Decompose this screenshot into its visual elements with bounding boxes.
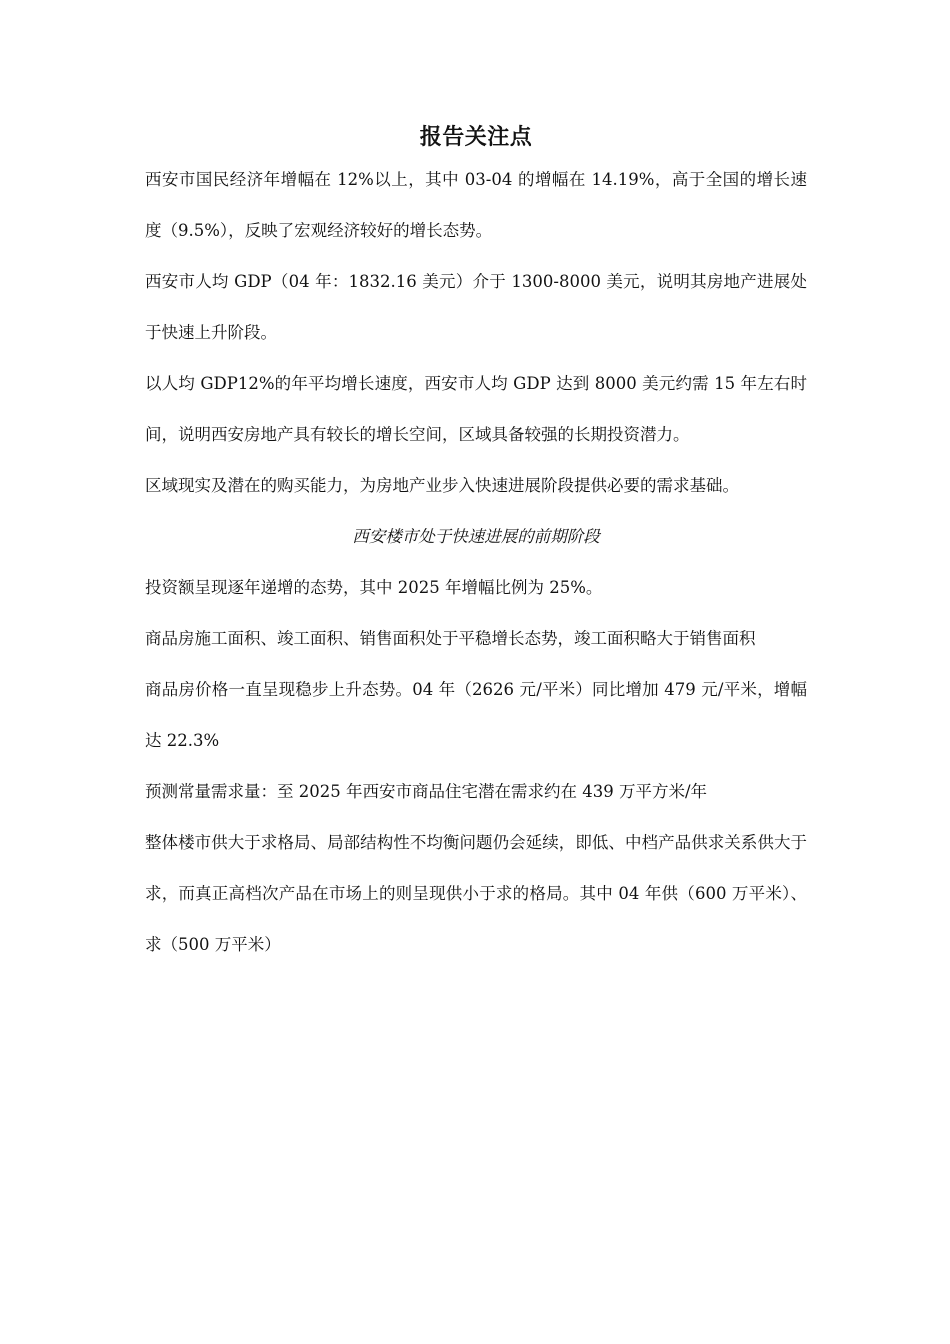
document-title: 报告关注点 (419, 125, 533, 150)
paragraph-gdp-per-capita: 西安市人均 GDP（04 年：1832.16 美元）介于 1300-8000 美元，说明其房地产进展处于快速上升阶段。 (145, 272, 807, 342)
paragraph-growth-outlook: 以人均 GDP12%的年平均增长速度，西安市人均 GDP 达到 8000 美元约需 15 年左右时间，说明西安房地产具有较长的增长空间，区域具备较强的长期投资潜力。 (145, 374, 807, 444)
document-body (145, 118, 807, 970)
paragraph-construction-area: 商品房施工面积、竣工面积、销售面积处于平稳增长态势，竣工面积略大于销售面积 (145, 629, 756, 648)
paragraph-economic-growth: 西安市国民经济年增幅在 12%以上，其中 03-04 的增幅在 14.19%，高于全国的增长速度（9.5%），反映了宏观经济较好的增长态势。 (145, 170, 807, 240)
paragraph-purchasing-power: 区域现实及潜在的购买能力，为房地产业步入快速进展阶段提供必要的需求基础。 (145, 476, 739, 495)
paragraph-demand-forecast: 预测常量需求量：至 2025 年西安市商品住宅潜在需求约在 439 万平方米/年 (145, 782, 708, 801)
section-subtitle: 西安楼市处于快速进展的前期阶段 (352, 527, 600, 546)
paragraph-supply-demand: 整体楼市供大于求格局、局部结构性不均衡问题仍会延续，即低、中档产品供求关系供大于求，而真正高档次产品在市场上的则呈现供小于求的格局。其中 04 年供（600 万平米）、求（500 万平米） (145, 833, 807, 954)
paragraph-investment: 投资额呈现逐年递增的态势，其中 2025 年增幅比例为 25%。 (145, 578, 603, 597)
paragraph-housing-price: 商品房价格一直呈现稳步上升态势。04 年（2626 元/平米）同比增加 479 元/平米，增幅达 22.3% (145, 680, 807, 750)
